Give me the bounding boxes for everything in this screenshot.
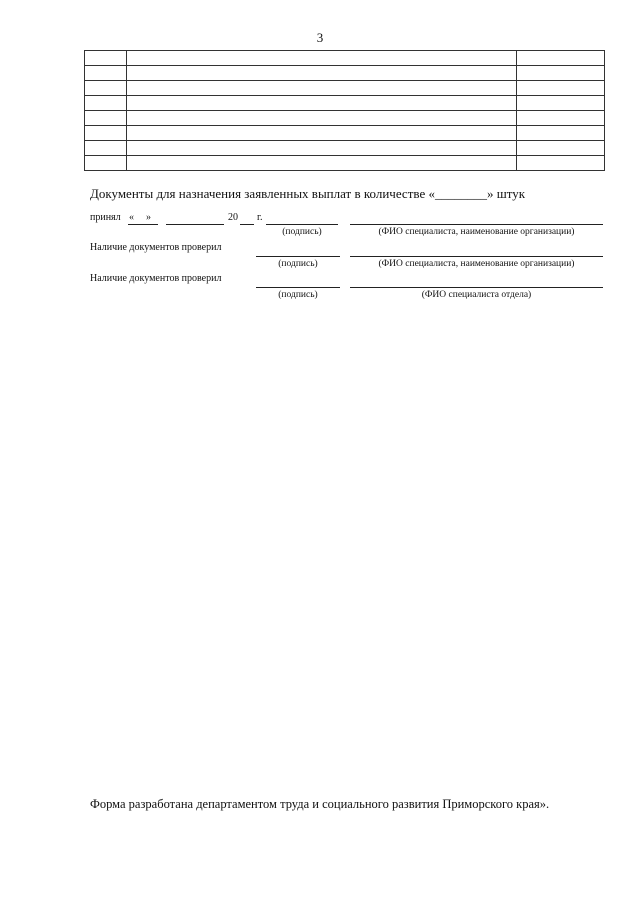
check2-name-field[interactable] xyxy=(350,287,603,288)
summary-prefix: Документы для назначения заявленных выплат в количестве « xyxy=(90,186,435,201)
table-cell[interactable] xyxy=(517,66,605,81)
year-field[interactable] xyxy=(240,224,254,225)
table-cell[interactable] xyxy=(127,111,517,126)
close-quote: » xyxy=(146,212,151,223)
table-row xyxy=(85,96,605,111)
open-quote: « xyxy=(129,212,134,223)
table-cell[interactable] xyxy=(127,66,517,81)
table-row xyxy=(85,141,605,156)
table-row xyxy=(85,51,605,66)
accepted-label: принял xyxy=(90,212,121,223)
table-cell[interactable] xyxy=(517,51,605,66)
table-row xyxy=(85,156,605,171)
table-cell[interactable] xyxy=(517,141,605,156)
table-cell[interactable] xyxy=(517,96,605,111)
table-cell[interactable] xyxy=(85,111,127,126)
year-suffix: г. xyxy=(257,212,263,223)
table-cell[interactable] xyxy=(127,81,517,96)
check1-signature-caption: (подпись) xyxy=(278,259,318,269)
year-prefix: 20 xyxy=(228,212,238,223)
accepted-name-field[interactable] xyxy=(350,224,603,225)
table-cell[interactable] xyxy=(127,126,517,141)
table-cell[interactable] xyxy=(127,141,517,156)
summary-suffix: » штук xyxy=(486,186,526,201)
table-cell[interactable] xyxy=(85,51,127,66)
table-row xyxy=(85,66,605,81)
check2-label: Наличие документов проверил xyxy=(90,273,222,284)
documents-count-statement xyxy=(90,186,525,202)
check1-signature-field[interactable] xyxy=(256,256,340,257)
table-cell[interactable] xyxy=(85,81,127,96)
table-cell[interactable] xyxy=(127,51,517,66)
check2-signature-field[interactable] xyxy=(256,287,340,288)
table-cell[interactable] xyxy=(85,66,127,81)
accepted-signature-caption: (подпись) xyxy=(282,227,322,237)
table-cell[interactable] xyxy=(85,156,127,171)
table-cell[interactable] xyxy=(127,96,517,111)
table-cell[interactable] xyxy=(517,126,605,141)
table-row xyxy=(85,126,605,141)
table-row xyxy=(85,81,605,96)
footer-note: Форма разработана департаментом труда и социального развития Приморского края». xyxy=(90,797,550,811)
accepted-signature-field[interactable] xyxy=(266,224,338,225)
documents-count-field[interactable]: ________ xyxy=(434,186,487,201)
table-cell[interactable] xyxy=(517,81,605,96)
page-number: 3 xyxy=(316,30,324,45)
table-cell[interactable] xyxy=(85,96,127,111)
documents-table xyxy=(84,50,605,171)
check2-signature-caption: (подпись) xyxy=(278,290,318,300)
day-field[interactable] xyxy=(128,224,158,225)
table-row xyxy=(85,111,605,126)
check1-label: Наличие документов проверил xyxy=(90,242,222,253)
check1-name-field[interactable] xyxy=(350,256,603,257)
table-cell[interactable] xyxy=(517,156,605,171)
month-field[interactable] xyxy=(166,224,224,225)
table-cell[interactable] xyxy=(127,156,517,171)
accepted-name-caption: (ФИО специалиста, наименование организации) xyxy=(378,227,575,237)
table-cell[interactable] xyxy=(85,126,127,141)
check2-name-caption: (ФИО специалиста отдела) xyxy=(421,290,532,300)
table-cell[interactable] xyxy=(85,141,127,156)
check1-name-caption: (ФИО специалиста, наименование организации) xyxy=(378,259,575,269)
table-cell[interactable] xyxy=(517,111,605,126)
